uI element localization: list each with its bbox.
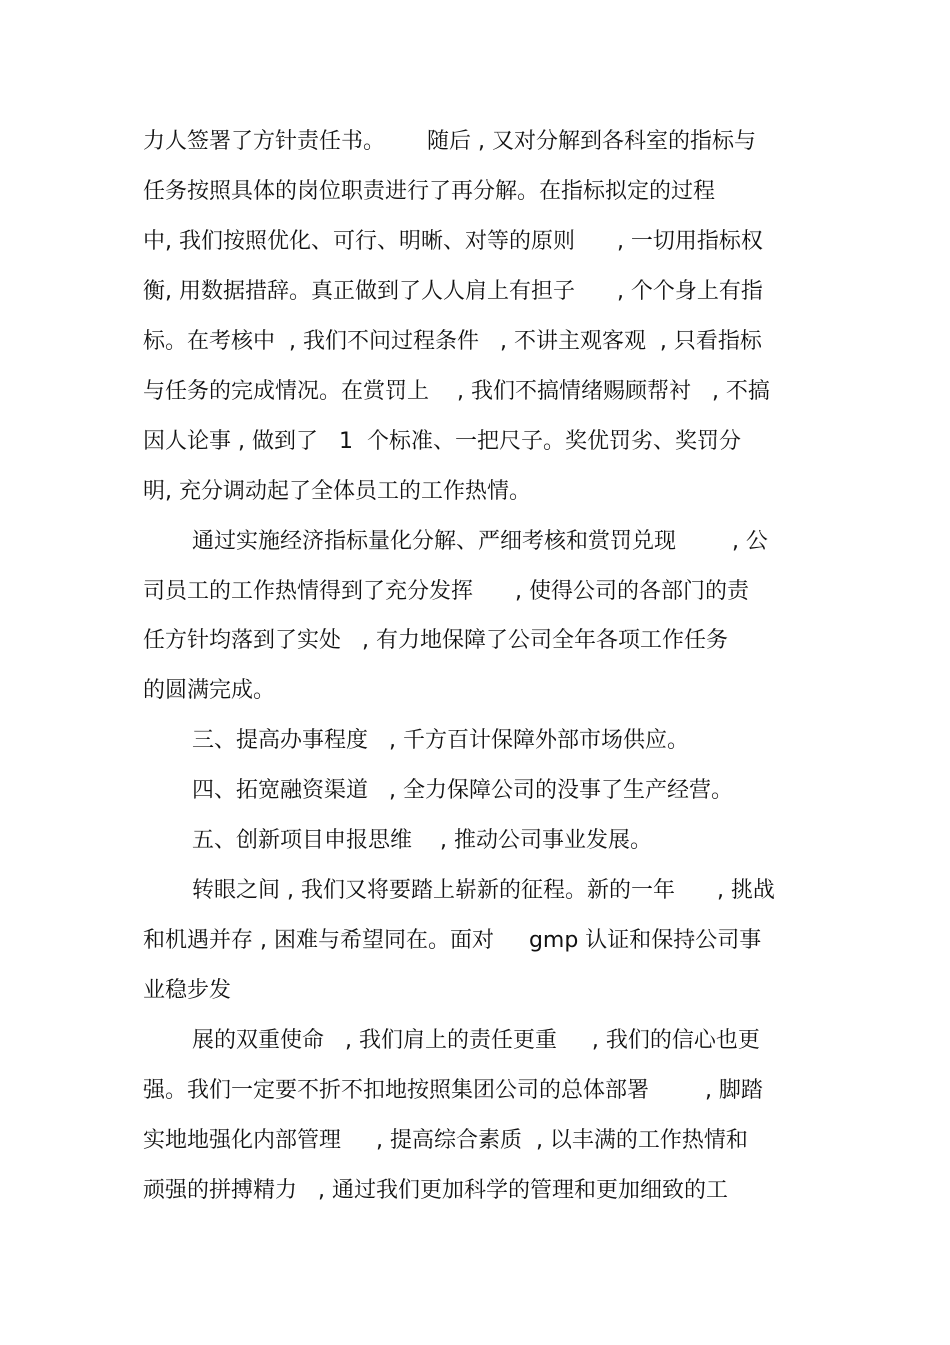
text-line: 与任务的完成情况。在赏罚上 , 我们不搞情绪赐顾帮衬 , 不搞 <box>143 379 770 404</box>
text-line: 力人签署了方针责任书。 随后 , 又对分解到各科室的指标与 <box>143 129 756 154</box>
text-line: 展的双重使命 , 我们肩上的责任更重 , 我们的信心也更 <box>192 1028 760 1053</box>
text-line: 司员工的工作热情得到了充分发挥 , 使得公司的各部门的责 <box>143 579 749 604</box>
text-line: 业稳步发 <box>143 978 232 1003</box>
text-line: 转眼之间 , 我们又将要踏上崭新的征程。新的一年 , 挑战 <box>192 878 775 903</box>
text-line: 和机遇并存 , 困难与希望同在。面对 gmp 认证和保持公司事 <box>143 928 762 953</box>
text-line: 标。在考核中 , 我们不问过程条件 , 不讲主观客观 , 只看指标 <box>143 329 762 354</box>
text-line: 的圆满完成。 <box>143 678 276 703</box>
text-line: 顽强的拼搏精力 , 通过我们更加科学的管理和更加细致的工 <box>143 1178 728 1203</box>
text-line: 五、创新项目申报思维 , 推动公司事业发展。 <box>192 828 652 853</box>
text-line: 中, 我们按照优化、可行、明晰、对等的原则 , 一切用指标权 <box>143 229 763 254</box>
text-line: 三、提高办事程度 , 千方百计保障外部市场供应。 <box>192 728 689 753</box>
text-line: 任方针均落到了实处 , 有力地保障了公司全年各项工作任务 <box>143 628 728 653</box>
text-line: 通过实施经济指标量化分解、严细考核和赏罚兑现 , 公 <box>192 529 768 554</box>
text-line: 任务按照具体的岗位职责进行了再分解。在指标拟定的过程 <box>143 179 716 204</box>
text-line: 四、拓宽融资渠道 , 全力保障公司的没事了生产经营。 <box>192 778 733 803</box>
text-line: 实地地强化内部管理 , 提高综合素质 , 以丰满的工作热情和 <box>143 1128 748 1153</box>
text-line: 衡, 用数据措辞。真正做到了人人肩上有担子 , 个个身上有指 <box>143 279 763 304</box>
text-line: 明, 充分调动起了全体员工的工作热情。 <box>143 479 531 504</box>
text-line: 因人论事 , 做到了 1 个标准、一把尺子。奖优罚劣、奖罚分 <box>143 429 741 454</box>
text-line: 强。我们一定要不折不扣地按照集团公司的总体部署 , 脚踏 <box>143 1078 763 1103</box>
